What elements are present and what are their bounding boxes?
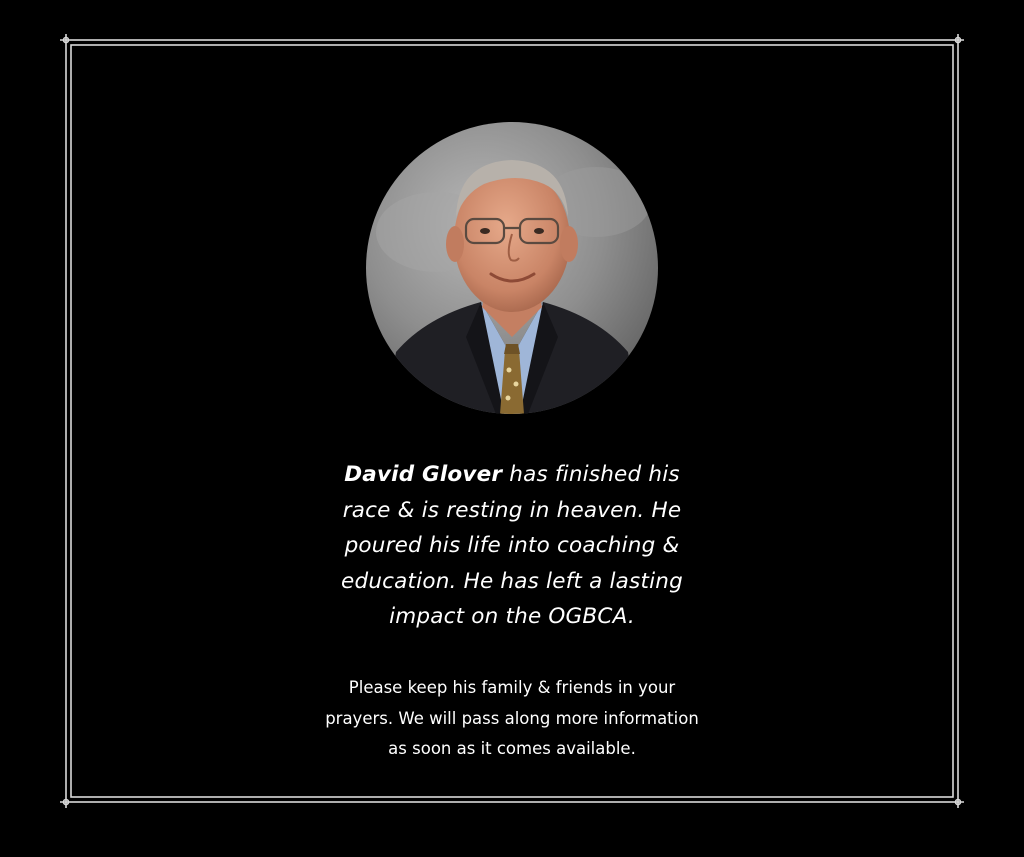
request-line-1: Please keep his family & friends in your	[348, 678, 676, 697]
tribute-line-4: education. He has left a lasting	[341, 568, 683, 594]
request-line-2: prayers. We will pass along more information	[325, 708, 699, 728]
tribute-message	[262, 457, 762, 635]
portrait-photo	[366, 122, 658, 414]
prayer-request-message	[262, 673, 762, 765]
request-line-3: as soon as it comes available.	[388, 739, 636, 758]
tribute-line-2: race & is resting in heaven. He	[342, 497, 682, 523]
tribute-line-3: poured his life into coaching &	[344, 533, 680, 558]
tribute-line-5: impact on the OGBCA.	[389, 604, 635, 629]
tribute-line-1: David Glover has finished his	[344, 462, 680, 487]
deceased-name: David Glover	[344, 462, 503, 487]
